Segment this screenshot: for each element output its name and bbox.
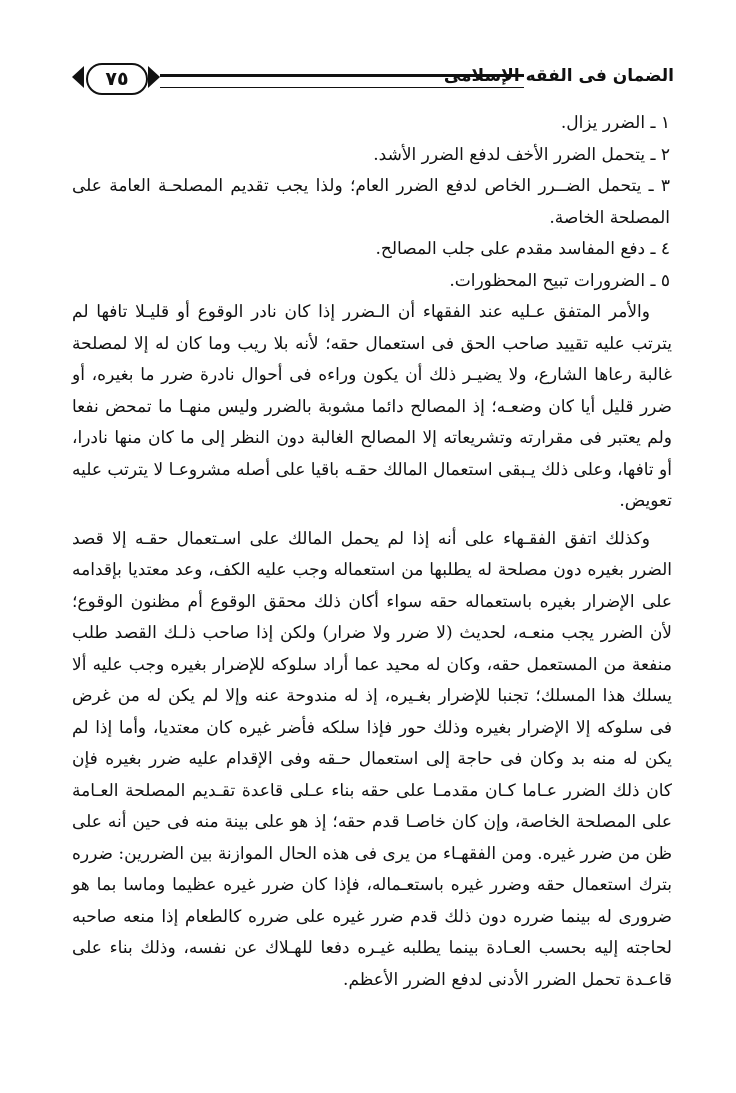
rule-item-5: ٥ ـ الضرورات تبيح المحظورات.: [449, 270, 670, 291]
paragraph-2: وكذلك اتفق الفقـهاء على أنه إذا لم يحمل المالك على اسـتعمال حقـه إلا قصد الضرر بغيره دون مصلحة له يطلبها من استعماله وجب عليه الكف، وعد معتديا بإقدامه على الإضرار بغيره باستعماله حقه سواء أكان ذلك محقق الوقوع أم مظنون الوقوع؛ لأن الضرر يجب منعـه، لحديث (لا ضرر ولا ضرار) ولكن إذا صاحب ذلـك القصد طلب منفعة من المستعمل حقه، وكان له محيد عما أراد سلوكه للإضرار بغيره وجب عليه ألا يسلك هذا المسلك؛ تجنبا للإضرار بغـيره، إذ له مندوحة عنه وإلا لم يكن له من غرض فى سلوكه إلا الإضرار بغيره وذلك حور فإذا سلكه فأضر غيره كان معتديا، وأما إذا لم يكن له منه بد وكان فى حاجة إلى استعمال حـقه وفى الإقدام عليه ضرر بغيره فإن كان ذلك الضرر عـاما كـان مقدمـا على حقه بناء عـلى قاعدة تقـديم المصلحة العـامة على المصلحة الخاصة، وإن كان خاصـا قدم حقه؛ إذ هو على بينة منه فى حين أنه على ظن من ضرر غيره. ومن الفقهـاء من يرى فى هذه الحال الموازنة بين الضررين: ضرره بترك استعمال حقه وضرر غيره باستعـماله، فإذا كان ضرر غيره عظيما وماسا بما هو ضرورى له بينما ضرره دون ذلك قدم ضرر غيره على ضرره كالطعام إذا منعه صاحبه لحاجته إليه بحسب العـادة بينما يطلبه غيـره دفعا للهـلاك عن نفسه، وذلك بناء على قاعـدة تحمل الضرر الأدنى لدفع الضرر الأعظم.: [72, 528, 672, 990]
rule-item-1: ١ ـ الضرر يزال.: [560, 113, 670, 133]
page-body: [72, 108, 672, 996]
rule-item-3: ٣ ـ يتحمل الضــرر الخاص لدفع الضرر العام؛ ولذا يجب تقديم المصلحـة العامة على المصلحة الخاصة.: [72, 176, 670, 228]
rule-item-2: ٢ ـ يتحمل الضرر الأخف لدفع الضرر الأشد.: [373, 144, 670, 165]
page-header: [72, 60, 674, 100]
rule-item-4: ٤ ـ دفع المفاسد مقدم على جلب المصالح.: [375, 239, 670, 259]
paragraph-1: والأمر المتفق عـليه عند الفقهاء أن الـضرر إذا كان نادر الوقوع أو قليـلا تافها لم يترتب عليه تقييد صاحب الحق فى استعمال حقه؛ لأنه بلا ريب وما كان له إلا لمصلحة غالبة رعاها الشارع، ولا يضيـر ذلك أن يكون وراءه فى أحوال نادرة ضرر ما بغيره، أو ضرر قليل أيا كان وضعـه؛ إذ المصالح دائما مشوبة بالضرر وليس منهـا ما تمحض نفعا ولم يعتبر فى مقرارته وتشريعاته إلا المصالح الغالبة دون النظر إلى ما كان منها نادرا، أو تافها، وعلى ذلك يـبقى استعمال المالك حقـه باقيا على أصله مشروعـا لا يترتب عليه تعويض.: [72, 302, 672, 511]
ornament-right-icon: [148, 66, 160, 88]
page-number-badge: [72, 60, 160, 96]
ornament-left-icon: [72, 66, 84, 88]
page-number: ٧٥: [86, 63, 148, 95]
running-title: الضمان فى الفقه الإسلامى: [443, 66, 674, 86]
